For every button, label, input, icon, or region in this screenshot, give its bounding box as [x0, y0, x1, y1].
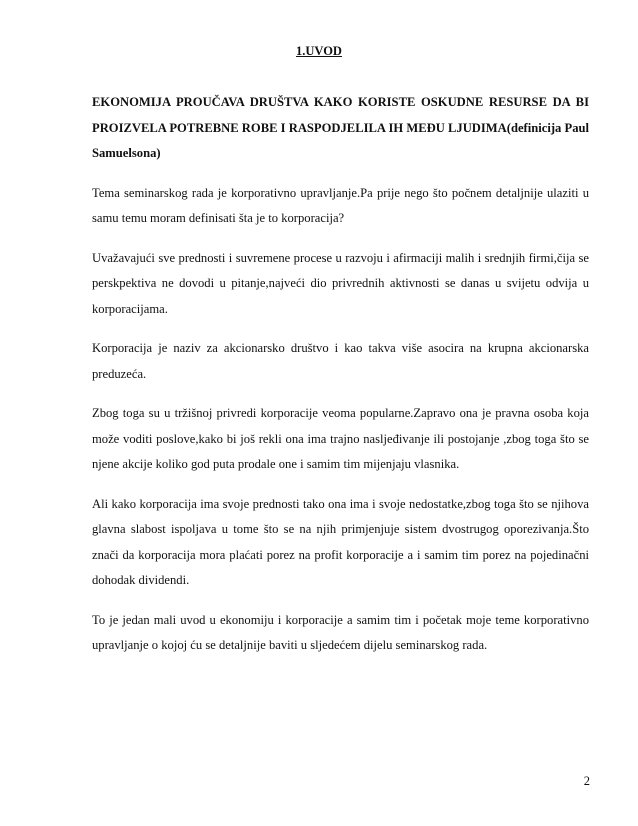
definition-paragraph: EKONOMIJA PROUČAVA DRUŠTVA KAKO KORISTE OSKUDNE RESURSE DA BI PROIZVELA POTREBNE ROBE I RASPODJELILA IH MEĐU LJUDIMA(definicija Paul Samuelsona) — [92, 95, 589, 160]
body-paragraph: Zbog toga su u tržišnoj privredi korporacije veoma popularne.Zapravo ona je pravna osoba koja može voditi poslove,kako bi još rekli ona ima trajno nasljeđivanje ili postojanje ,zbog toga što se njene akcije koliko god puta prodale one i samim tim mijenjaju vlasnika. — [92, 406, 589, 471]
body-paragraph: Uvažavajući sve prednosti i suvremene procese u razvoju i afirmaciji malih i srednjih firmi,čija se perskpektiva ne dovodi u pitanje,najveći dio privrednih aktivnosti se danas u svijetu odvija u korporacijama. — [92, 250, 589, 316]
body-paragraph: Ali kako korporacija ima svoje prednosti tako ona ima i svoje nedostatke,zbog toga što se njihova glavna slabost ispoljava u tome što se na njih primjenjuje sistem dvostrugog oporezivanja.Što znači da korporacija mora plaćati porez na profit korporacije a i samim tim porez na pojedinačni dohodak dividendi. — [92, 496, 589, 587]
document-body — [92, 90, 589, 673]
section-heading: 1.UVOD — [296, 44, 342, 58]
body-paragraph: Tema seminarskog rada je korporativno upravljanje.Pa prije nego što počnem detaljnije ulaziti u samu temu moram definisati šta je to korporacija? — [92, 185, 589, 225]
body-paragraph: To je jedan mali uvod u ekonomiju i korporacije a samim tim i početak moje teme korporativno upravljanje o kojoj ću se detaljnije baviti u sljedećem dijelu seminarskog rada. — [92, 612, 589, 652]
body-paragraph: Korporacija je naziv za akcionarsko društvo i kao takva više asocira na krupna akcionarska preduzeća. — [92, 341, 589, 381]
page-number: 2 — [583, 774, 590, 788]
